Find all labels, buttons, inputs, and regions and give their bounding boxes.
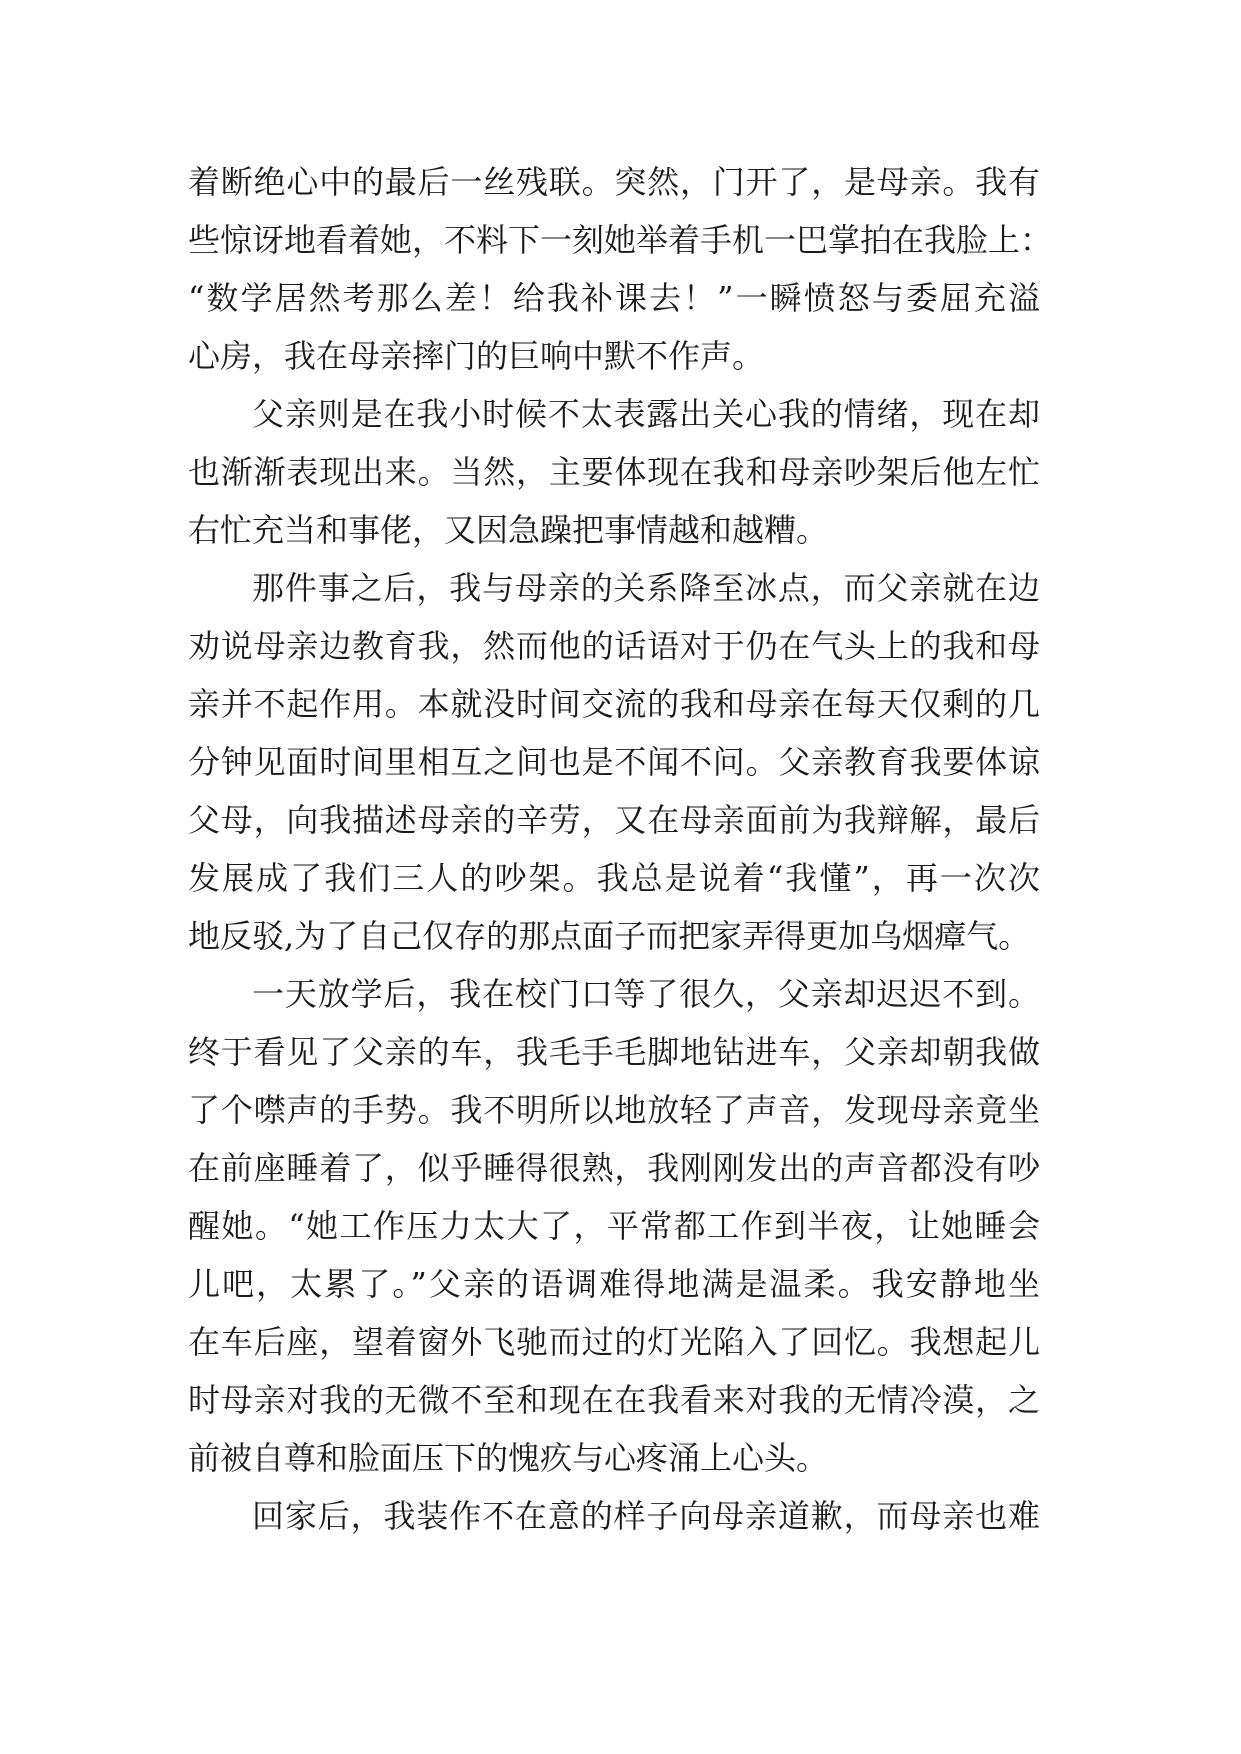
text-line: 那件事之后，我与母亲的关系降至冰点，而父亲就在边 [252, 569, 1040, 607]
text-line: 亲并不起作用。本就没时间交流的我和母亲在每天仅剩的几 [188, 685, 1040, 723]
text-line: 回家后，我装作不在意的样子向母亲道歉，而母亲也难 [252, 1497, 1040, 1535]
text-line: 右忙充当和事佬，又因急躁把事情越和越糟。 [188, 511, 829, 549]
text-line: 在车后座，望着窗外飞驰而过的灯光陷入了回忆。我想起儿 [188, 1323, 1040, 1361]
paragraph [188, 1487, 1040, 1545]
text-line: 父亲则是在我小时候不太表露出关心我的情绪，现在却 [252, 395, 1040, 433]
text-line: 心房，我在母亲摔门的巨响中默不作声。 [188, 337, 765, 375]
text-line: 些惊讶地看着她，不料下一刻她举着手机一巴掌拍在我脸上： [188, 221, 1053, 259]
paragraph [188, 385, 1040, 559]
text-line: 前被自尊和脸面压下的愧疚与心疼涌上心头。 [188, 1439, 829, 1477]
text-line: 地反驳,为了自己仅存的那点面子而把家弄得更加乌烟瘴气。 [188, 917, 1031, 955]
text-line: 发展成了我们三人的吵架。我总是说着“我懂”，再一次次 [188, 859, 1040, 897]
text-line: 时母亲对我的无微不至和现在在我看来对我的无情冷漠，之 [188, 1381, 1040, 1419]
text-line: 了个噤声的手势。我不明所以地放轻了声音，发现母亲竟坐 [188, 1091, 1040, 1129]
text-line: 着断绝心中的最后一丝残联。突然，门开了，是母亲。我有 [188, 163, 1040, 201]
paragraph [188, 153, 1053, 385]
text-line: 一天放学后，我在校门口等了很久，父亲却迟迟不到。 [252, 975, 1040, 1013]
paragraph [188, 965, 1040, 1487]
text-line: 分钟见面时间里相互之间也是不闻不问。父亲教育我要体谅 [188, 743, 1040, 781]
text-line: 醒她。“她工作压力太大了，平常都工作到半夜，让她睡会 [188, 1207, 1040, 1245]
text-line: 在前座睡着了，似乎睡得很熟，我刚刚发出的声音都没有吵 [188, 1149, 1040, 1187]
text-line: “数学居然考那么差！给我补课去！”一瞬愤怒与委屈充溢 [188, 279, 1040, 317]
text-line: 父母，向我描述母亲的辛劳，又在母亲面前为我辩解，最后 [188, 801, 1040, 839]
text-line: 劝说母亲边教育我，然而他的话语对于仍在气头上的我和母 [188, 627, 1040, 665]
text-line: 儿吧，太累了。”父亲的语调难得地满是温柔。我安静地坐 [188, 1265, 1040, 1303]
body-text [188, 153, 1053, 1545]
text-line: 终于看见了父亲的车，我毛手毛脚地钻进车，父亲却朝我做 [188, 1033, 1040, 1071]
paragraph [188, 559, 1040, 965]
text-line: 也渐渐表现出来。当然，主要体现在我和母亲吵架后他左忙 [188, 453, 1040, 491]
